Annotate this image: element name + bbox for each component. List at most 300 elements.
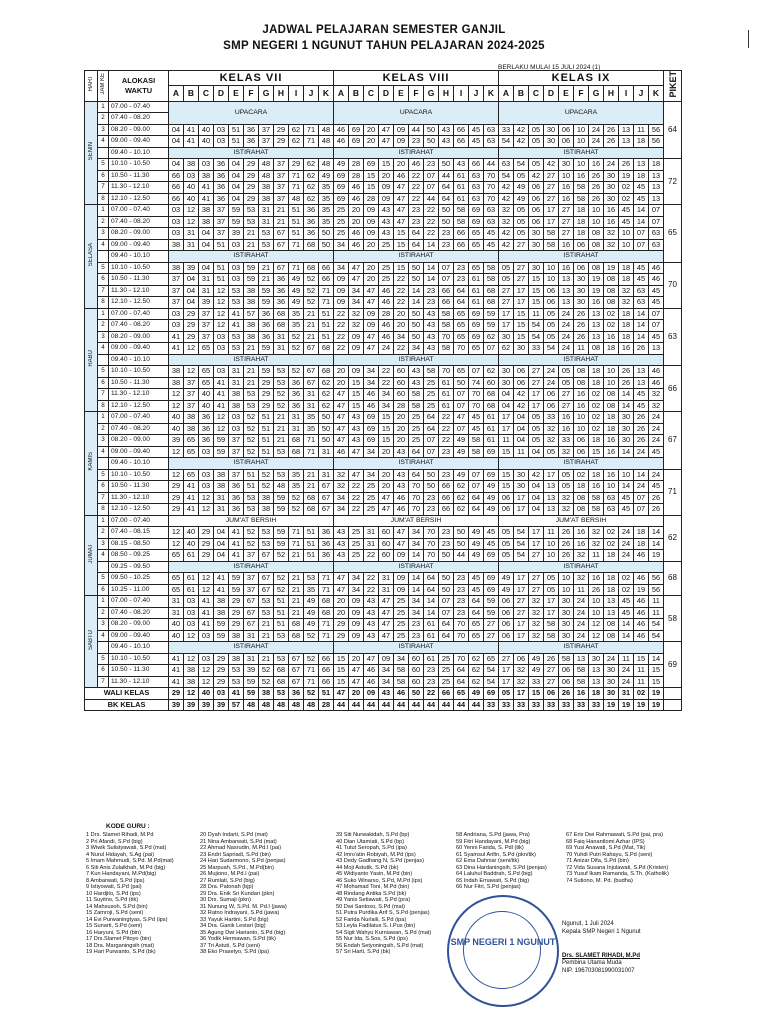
teacher-code-cell: 08	[589, 343, 604, 355]
jam-cell: 3	[98, 228, 109, 240]
teacher-code-cell: 09	[349, 343, 364, 355]
teacher-code-cell: 65	[469, 343, 484, 355]
teacher-code-cell: 70	[439, 366, 454, 378]
teacher-code-cell: 51	[214, 239, 229, 251]
teacher-code-cell: 27	[544, 193, 559, 205]
teacher-code-cell: 30	[514, 481, 529, 493]
teacher-code-cell: 53	[244, 504, 259, 516]
teacher-code-cell: 42	[514, 400, 529, 412]
teacher-code-cell: 09	[334, 274, 349, 286]
wali-code-cell: 41	[229, 688, 244, 700]
teacher-code-cell: 23	[454, 607, 469, 619]
teacher-code-cell: 10	[574, 159, 589, 171]
teacher-code-cell: 47	[394, 527, 409, 539]
teacher-code-cell: 27	[559, 400, 574, 412]
teacher-code-cell: 05	[544, 308, 559, 320]
teacher-code-cell: 34	[334, 504, 349, 516]
teacher-code-cell: 18	[574, 205, 589, 217]
teacher-code-cell: 43	[409, 366, 424, 378]
teacher-code-cell: 53	[259, 239, 274, 251]
teacher-code-cell: 34	[364, 446, 379, 458]
teacher-code-cell: 12	[184, 366, 199, 378]
time-cell: 07.00 - 07.40	[109, 101, 169, 113]
teacher-code-cell: 51	[304, 538, 319, 550]
teacher-code-cell: 25	[349, 550, 364, 562]
break-band: ISTIRAHAT	[169, 354, 334, 366]
teacher-code-entry: 44 Moji Astutik, S.Pd (bk)	[336, 864, 399, 871]
teacher-code-cell: 14	[619, 446, 634, 458]
teacher-code-cell: 04	[529, 492, 544, 504]
teacher-code-cell: 08	[604, 400, 619, 412]
teacher-code-cell: 70	[424, 550, 439, 562]
wali-code-cell: 29	[169, 688, 184, 700]
teacher-code-cell: 16	[604, 205, 619, 217]
class-letter: D	[214, 86, 229, 101]
teacher-code-cell: 07	[454, 389, 469, 401]
teacher-code-cell: 52	[274, 573, 289, 585]
teacher-code-cell: 45	[469, 124, 484, 136]
teacher-code-cell: 39	[244, 665, 259, 677]
wali-code-cell: 38	[259, 688, 274, 700]
teacher-code-cell: 15	[379, 412, 394, 424]
teacher-code-cell: 71	[289, 538, 304, 550]
teacher-code-cell: 08	[604, 297, 619, 309]
time-cell: 10.50 - 11.30	[109, 170, 169, 182]
teacher-code-cell: 15	[349, 389, 364, 401]
teacher-code-cell: 07	[439, 596, 454, 608]
class-letter: B	[514, 86, 529, 101]
teacher-code-cell: 58	[439, 343, 454, 355]
teacher-code-entry: 17 Drs.Slamet Pitoyo (bin)	[86, 936, 152, 942]
teacher-code-cell: 22	[439, 423, 454, 435]
jam-cell: 6	[98, 377, 109, 389]
teacher-code-cell: 68	[274, 665, 289, 677]
teacher-code-entry: 67 Erix Dwi Rahmawati, S.Pd (pai, pra)	[566, 832, 663, 838]
bk-code-cell: 39	[184, 699, 199, 711]
teacher-code-cell: 16	[604, 435, 619, 447]
teacher-code-cell: 35	[289, 469, 304, 481]
teacher-code-cell: 38	[184, 412, 199, 424]
schedule-row	[85, 400, 682, 412]
teacher-code-cell: 17	[544, 216, 559, 228]
teacher-code-cell: 20	[349, 216, 364, 228]
teacher-code-cell: 62	[484, 366, 499, 378]
break-band: JUM'AT BERSIH	[169, 515, 334, 527]
teacher-code-cell: 32	[619, 285, 634, 297]
teacher-code-cell: 48	[319, 159, 334, 171]
teacher-code-cell: 63	[604, 504, 619, 516]
time-cell: 07.40 - 08.20	[109, 607, 169, 619]
teacher-code-cell: 11	[619, 653, 634, 665]
teacher-code-cell: 49	[529, 653, 544, 665]
schedule-row	[85, 504, 682, 516]
teacher-code-cell: 10	[619, 228, 634, 240]
teacher-code-cell: 25	[394, 630, 409, 642]
teacher-code-cell: 46	[334, 446, 349, 458]
teacher-code-cell: 23	[454, 573, 469, 585]
teacher-code-cell: 22	[394, 285, 409, 297]
teacher-code-cell: 70	[469, 400, 484, 412]
teacher-code-cell: 26	[604, 136, 619, 148]
teacher-code-cell: 60	[379, 538, 394, 550]
teacher-code-cell: 03	[229, 423, 244, 435]
teacher-code-cell: 03	[199, 469, 214, 481]
time-cell: 07.40 - 08.15	[109, 527, 169, 539]
teacher-code-cell: 52	[259, 665, 274, 677]
teacher-code-cell: 70	[484, 182, 499, 194]
teacher-code-cell: 10	[604, 366, 619, 378]
teacher-code-cell: 19	[634, 584, 649, 596]
wali-code-cell: 49	[469, 688, 484, 700]
teacher-code-cell: 09	[334, 297, 349, 309]
teacher-code-cell: 69	[334, 170, 349, 182]
teacher-code-cell: 46	[379, 285, 394, 297]
teacher-code-cell: 50	[319, 412, 334, 424]
schedule-row	[85, 561, 682, 573]
piket-empty	[664, 699, 682, 711]
teacher-code-cell: 61	[184, 550, 199, 562]
teacher-code-cell: 45	[469, 584, 484, 596]
jam-cell: 1	[98, 515, 109, 527]
day-name: SABTU	[88, 630, 94, 651]
teacher-code-cell: 10	[589, 596, 604, 608]
teacher-code-cell: 13	[649, 343, 664, 355]
teacher-code-cell: 59	[229, 573, 244, 585]
teacher-code-cell: 41	[184, 481, 199, 493]
teacher-code-cell: 52	[304, 274, 319, 286]
teacher-code-cell: 13	[544, 481, 559, 493]
teacher-code-cell: 37	[184, 377, 199, 389]
teacher-code-cell: 49	[289, 297, 304, 309]
teacher-code-cell: 16	[559, 423, 574, 435]
teacher-code-cell: 03	[214, 343, 229, 355]
teacher-code-cell: 49	[499, 573, 514, 585]
teacher-code-cell: 53	[229, 343, 244, 355]
piket-cell: 63	[664, 308, 682, 366]
teacher-code-cell: 45	[634, 262, 649, 274]
teacher-code-cell: 17	[499, 665, 514, 677]
schedule-row	[85, 354, 682, 366]
teacher-code-cell: 21	[304, 308, 319, 320]
teacher-code-cell: 67	[289, 653, 304, 665]
teacher-code-cell: 29	[199, 550, 214, 562]
teacher-code-cell: 12	[169, 400, 184, 412]
teacher-code-cell: 66	[469, 159, 484, 171]
schedule-row	[85, 527, 682, 539]
teacher-code-cell: 48	[319, 124, 334, 136]
teacher-code-cell: 05	[544, 331, 559, 343]
schedule-row	[85, 481, 682, 493]
teacher-code-cell: 27	[499, 653, 514, 665]
teacher-code-cell: 23	[439, 527, 454, 539]
teacher-code-cell: 47	[334, 389, 349, 401]
break-band: ISTIRAHAT	[334, 354, 499, 366]
teacher-code-cell: 37	[184, 400, 199, 412]
teacher-code-cell: 46	[634, 573, 649, 585]
teacher-code-cell: 54	[529, 320, 544, 332]
teacher-code-cell: 32	[514, 676, 529, 688]
teacher-code-cell: 24	[619, 665, 634, 677]
time-cell: 08.15 - 08.50	[109, 538, 169, 550]
teacher-code-cell: 17	[529, 527, 544, 539]
teacher-code-cell: 11	[649, 607, 664, 619]
bk-code-cell: 44	[409, 699, 424, 711]
jam-cell: 5	[98, 262, 109, 274]
teacher-code-cell: 47	[379, 619, 394, 631]
teacher-code-cell: 41	[184, 136, 199, 148]
break-band: ISTIRAHAT	[169, 561, 334, 573]
class-letter: F	[409, 86, 424, 101]
teacher-code-cell: 46	[349, 182, 364, 194]
teacher-code-cell: 12	[214, 412, 229, 424]
piket-cell: 68	[664, 561, 682, 596]
teacher-code-cell: 17	[529, 400, 544, 412]
teacher-code-cell: 14	[634, 331, 649, 343]
teacher-code-cell: 52	[304, 285, 319, 297]
teacher-code-entry: 63 Dina Hardaningsih, S.Pd (penjas)	[456, 864, 547, 871]
teacher-code-cell: 21	[289, 596, 304, 608]
teacher-code-cell: 28	[364, 193, 379, 205]
teacher-code-cell: 63	[484, 124, 499, 136]
teacher-code-cell: 59	[214, 446, 229, 458]
class-letter: J	[304, 86, 319, 101]
teacher-code-cell: 46	[364, 389, 379, 401]
teacher-code-cell: 05	[544, 320, 559, 332]
time-cell: 11.30 - 12.10	[109, 182, 169, 194]
teacher-code-cell: 06	[514, 653, 529, 665]
teacher-code-cell: 06	[499, 504, 514, 516]
teacher-code-cell: 49	[469, 527, 484, 539]
teacher-code-cell: 31	[199, 285, 214, 297]
teacher-code-cell: 16	[604, 331, 619, 343]
teacher-code-cell: 22	[364, 573, 379, 585]
teacher-code-cell: 68	[289, 446, 304, 458]
teacher-code-cell: 34	[409, 607, 424, 619]
jam-cell: 2	[98, 423, 109, 435]
teacher-code-cell: 42	[499, 182, 514, 194]
schedule-row	[85, 308, 682, 320]
teacher-code-cell: 35	[304, 423, 319, 435]
class-letter: H	[274, 86, 289, 101]
teacher-code-cell: 15	[379, 423, 394, 435]
teacher-code-cell: 50	[409, 274, 424, 286]
teacher-code-cell: 47	[394, 182, 409, 194]
teacher-code-cell: 51	[259, 435, 274, 447]
teacher-code-cell: 02	[589, 412, 604, 424]
teacher-code-cell: 49	[454, 446, 469, 458]
class-letter: H	[604, 86, 619, 101]
teacher-code-entry: 14 Evi Purwaningtyas, S.Pd (ips)	[86, 916, 168, 923]
teacher-code-cell: 49	[319, 170, 334, 182]
teacher-code-cell: 08	[604, 285, 619, 297]
teacher-code-cell: 50	[319, 228, 334, 240]
teacher-code-cell: 06	[559, 124, 574, 136]
teacher-code-cell: 14	[424, 274, 439, 286]
teacher-code-entry: 4 Nurul Hidayah, S.Ag (pai)	[86, 851, 155, 858]
time-cell: 09.40 - 10.10	[109, 642, 169, 654]
teacher-code-cell: 38	[184, 423, 199, 435]
teacher-code-cell: 12	[199, 492, 214, 504]
teacher-code-cell: 45	[619, 596, 634, 608]
teacher-code-cell: 12	[169, 446, 184, 458]
teacher-code-cell: 18	[574, 481, 589, 493]
wali-code-cell: 69	[484, 688, 499, 700]
teacher-code-cell: 03	[169, 205, 184, 217]
teacher-code-cell: 06	[529, 182, 544, 194]
teacher-code-cell: 67	[304, 343, 319, 355]
teacher-code-entry: 61 Syamsul Arifin, S.Pd (pkn/tik)	[456, 851, 536, 858]
teacher-code-cell: 07	[424, 446, 439, 458]
teacher-code-entry: 11 Suyitno, S.Pd (tik)	[86, 897, 139, 903]
teacher-code-cell: 25	[424, 400, 439, 412]
teacher-code-cell: 05	[559, 481, 574, 493]
teacher-code-cell: 46	[394, 170, 409, 182]
teacher-code-cell: 24	[559, 331, 574, 343]
teacher-code-entry: 71 Anizar Difa, S.Pd (bin)	[566, 858, 629, 864]
teacher-code-cell: 19	[589, 285, 604, 297]
schedule-row	[85, 435, 682, 447]
teacher-code-cell: 69	[364, 423, 379, 435]
teacher-code-cell: 02	[619, 573, 634, 585]
teacher-code-cell: 46	[649, 377, 664, 389]
teacher-code-cell: 59	[484, 607, 499, 619]
teacher-code-cell: 37	[244, 584, 259, 596]
teacher-code-cell: 49	[529, 665, 544, 677]
teacher-code-cell: 34	[394, 331, 409, 343]
teacher-code-cell: 67	[274, 228, 289, 240]
teacher-code-cell: 53	[229, 297, 244, 309]
teacher-code-cell: 15	[334, 665, 349, 677]
teacher-code-entry: 74 Sutiono, M. Pd. (budha)	[566, 877, 633, 884]
teacher-code-cell: 46	[634, 607, 649, 619]
teacher-code-cell: 20	[334, 366, 349, 378]
teacher-code-cell: 15	[499, 446, 514, 458]
teacher-code-cell: 20	[394, 320, 409, 332]
teacher-code-cell: 18	[589, 366, 604, 378]
bk-code-cell: 48	[304, 699, 319, 711]
teacher-code-cell: 24	[559, 343, 574, 355]
teacher-code-cell: 04	[184, 274, 199, 286]
teacher-code-cell: 04	[529, 504, 544, 516]
teacher-code-cell: 65	[469, 262, 484, 274]
teacher-code-cell: 46	[334, 124, 349, 136]
schedule-row	[85, 297, 682, 309]
teacher-code-cell: 40	[169, 619, 184, 631]
teacher-code-cell: 13	[604, 607, 619, 619]
wali-code-cell: 05	[499, 688, 514, 700]
teacher-code-cell: 18	[634, 170, 649, 182]
teacher-code-cell: 52	[274, 389, 289, 401]
teacher-code-cell: 03	[214, 136, 229, 148]
teacher-code-cell: 12	[214, 285, 229, 297]
bk-code-cell: 48	[259, 699, 274, 711]
piket-cell: 70	[664, 262, 682, 308]
teacher-code-cell: 36	[229, 504, 244, 516]
break-band: ISTIRAHAT	[334, 458, 499, 470]
teacher-code-cell: 67	[289, 665, 304, 677]
teacher-code-entry: 32 Ratno Indrayani, S.Pd (jawa)	[200, 910, 280, 916]
teacher-code-entry: 50 Dwi Santoso, S.Pd (mat)	[336, 903, 406, 910]
day-name: KAMIS	[88, 452, 94, 472]
jam-cell: 4	[98, 343, 109, 355]
teacher-code-cell: 31	[304, 389, 319, 401]
teacher-code-cell: 51	[259, 423, 274, 435]
teacher-code-cell: 25	[439, 653, 454, 665]
teacher-code-cell: 38	[259, 504, 274, 516]
teacher-code-cell: 04	[229, 159, 244, 171]
teacher-code-cell: 47	[379, 504, 394, 516]
teacher-code-cell: 42	[514, 124, 529, 136]
jam-cell: 3	[98, 124, 109, 136]
teacher-code-entry: 45 Widiyanto Yasin, M.Pd (bin)	[336, 871, 413, 877]
teacher-code-cell: 09	[334, 285, 349, 297]
teacher-code-cell: 35	[289, 308, 304, 320]
teacher-code-cell: 67	[304, 377, 319, 389]
teacher-code-cell: 24	[574, 607, 589, 619]
teacher-code-cell: 35	[319, 205, 334, 217]
teacher-code-cell: 04	[499, 389, 514, 401]
schedule-row	[85, 239, 682, 251]
teacher-code-cell: 67	[319, 504, 334, 516]
schedule-row	[85, 228, 682, 240]
jam-cell	[98, 251, 109, 263]
teacher-code-cell: 30	[559, 630, 574, 642]
teacher-code-cell: 32	[604, 239, 619, 251]
teacher-code-cell: 68	[484, 285, 499, 297]
schedule-row	[85, 423, 682, 435]
teacher-code-cell: 25	[409, 435, 424, 447]
teacher-code-cell: 47	[349, 446, 364, 458]
teacher-code-cell: 51	[259, 446, 274, 458]
teacher-code-entry: 68 Faiq Hanantlomi Azhar (IPS)	[566, 838, 645, 845]
teacher-code-cell: 59	[259, 343, 274, 355]
teacher-code-entry: 46 Suko Winarso, S.Pd, M.Pd (ips)	[336, 877, 423, 884]
teacher-code-cell: 58	[544, 239, 559, 251]
hari-header-label: HARI	[88, 77, 94, 92]
jam-cell: 6	[98, 481, 109, 493]
teacher-code-cell: 27	[514, 607, 529, 619]
teacher-code-cell: 45	[484, 239, 499, 251]
teacher-code-cell: 23	[439, 469, 454, 481]
teacher-code-cell: 46	[379, 331, 394, 343]
teacher-code-cell: 07	[424, 435, 439, 447]
teacher-code-cell: 49	[484, 481, 499, 493]
teacher-code-cell: 38	[244, 331, 259, 343]
teacher-code-cell: 70	[409, 492, 424, 504]
teacher-code-cell: 36	[289, 400, 304, 412]
teacher-code-entry: 33 Yayuk Hartini, S.Pd (big)	[200, 916, 269, 923]
document-header	[0, 24, 768, 52]
time-cell: 09.00 - 09.40	[109, 239, 169, 251]
time-cell: 08.20 - 09.00	[109, 124, 169, 136]
teacher-code-cell: 09	[394, 573, 409, 585]
teacher-code-cell: 09	[394, 550, 409, 562]
schedule-row	[85, 101, 682, 113]
teacher-code-cell: 32	[529, 619, 544, 631]
teacher-code-cell: 62	[454, 481, 469, 493]
teacher-code-cell: 40	[184, 193, 199, 205]
teacher-code-cell: 06	[499, 619, 514, 631]
teacher-code-cell: 52	[274, 550, 289, 562]
teacher-code-cell: 28	[379, 308, 394, 320]
teacher-code-cell: 47	[334, 584, 349, 596]
teacher-code-cell: 09	[394, 136, 409, 148]
teacher-code-cell: 14	[619, 630, 634, 642]
teacher-code-cell: 29	[169, 481, 184, 493]
teacher-code-cell: 15	[499, 481, 514, 493]
kelas-header: KELAS IX	[499, 71, 664, 86]
teacher-code-cell: 30	[619, 435, 634, 447]
